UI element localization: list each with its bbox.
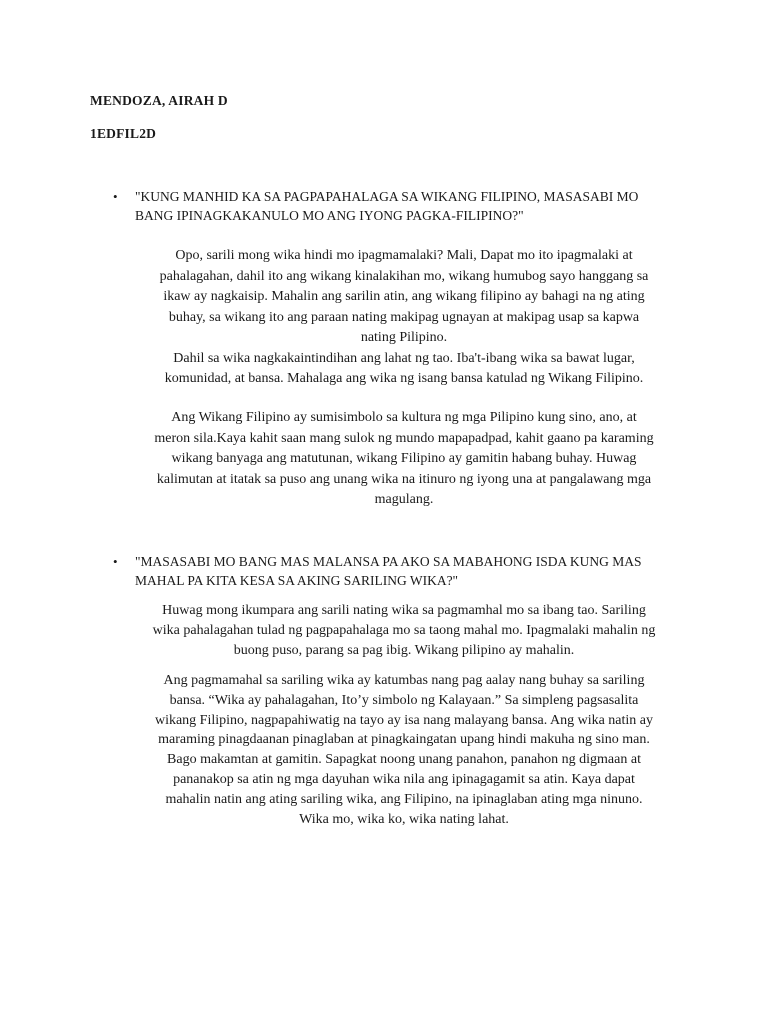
paragraph-line: ikaw ay nagkaisip. Mahalin ang sarilin atin, ang wikang filipino ay bahagi na ng ating [163, 289, 645, 304]
paragraph-line: Ang pagmamahal sa sariling wika ay katumbas nang pag aalay nang buhay sa sariling [163, 673, 645, 688]
paragraph-line: Wika mo, wika ko, wika nating lahat. [299, 811, 509, 827]
paragraph-line: pananakop sa atin ng mga dayuhan wika nila ang ipinagagamit sa atin. Kaya dapat [173, 771, 635, 787]
paragraph-line: Opo, sarili mong wika hindi mo ipagmamalaki? Mali, Dapat mo ito ipagmalaki at [175, 248, 633, 263]
paragraph-line: komunidad, at bansa. Mahalaga ang wika ng isang bansa katulad ng Wikang Filipino. [164, 371, 644, 386]
paragraph-line: meron sila.Kaya kahit saan mang sulok ng mundo mapapadpad, kahit gaano pa karaming [154, 430, 654, 446]
paragraph-line: pahalagahan, dahil ito ang wikang kinalakihan mo, wikang humubog sayo hanggang sa [159, 268, 649, 284]
answer-paragraph [130, 408, 678, 511]
answer-paragraph [130, 601, 678, 661]
paragraph-line: Bago makamtan at gamitin. Sapagkat noong unang panahon, panahon ng digmaan at [167, 752, 641, 768]
question-heading [135, 187, 695, 225]
paragraph-line: kalimutan at itatak sa puso ang unang wika na itinuro ng iyong una at pangalawang mga [156, 471, 652, 487]
bullet-point: • [113, 554, 118, 569]
answer-paragraph [130, 246, 678, 390]
paragraph-line: maraming pinagdaanan pinaglaban at pinagkaingatan upang hindi makuha ng sino man. [158, 732, 650, 748]
paragraph-line: mahalin natin ang ating sariling wika, ang Filipino, na ipinaglaban ating mga ninuno. [165, 791, 643, 807]
paragraph-line: buong puso, parang sa pag ibig. Wikang pilipino ay mahalin. [233, 643, 575, 658]
question-line: "KUNG MANHID KA SA PAGPAPAHALAGA SA WIKANG FILIPINO, MASASABI MO [135, 189, 639, 204]
course-section: 1EDFIL2D [90, 126, 157, 141]
author-name: MENDOZA, AIRAH D [90, 93, 228, 108]
paragraph-line: Dahil sa wika nagkakaintindihan ang lahat ng tao. Iba't-ibang wika sa bawat lugar, [173, 350, 635, 366]
question-heading [135, 552, 695, 590]
paragraph-line: magulang. [374, 492, 434, 507]
paragraph-line: wikang Filipino, nagpapahiwatig na tayo ay isa nang malayang bansa. Ang wika natin ay [154, 712, 654, 728]
question-line: "MASASABI MO BANG MAS MALANSA PA AKO SA MABAHONG ISDA KUNG MAS [135, 554, 642, 569]
answer-paragraph [130, 671, 678, 829]
paragraph-line: bansa. “Wika ay pahalagahan, Ito’y simbolo ng Kalayaan.” Sa simpleng pagsasalita [169, 692, 639, 708]
paragraph-line: Ang Wikang Filipino ay sumisimbolo sa kultura ng mga Pilipino kung sino, ano, at [171, 410, 637, 425]
paragraph-line: Huwag mong ikumpara ang sarili nating wika sa pagmamhal mo sa ibang tao. Sariling [162, 603, 646, 618]
bullet-point: • [113, 189, 118, 204]
paragraph-line: wika pahalagahan tulad ng pagpapahalaga mo sa taong mahal mo. Ipagmalaki mahalin ng [152, 623, 656, 638]
paragraph-line: wikang banyaga ang matutunan, wikang Filipino ay gamitin habang buhay. Huwag [171, 451, 637, 466]
question-line: BANG IPINAGKAKANULO MO ANG IYONG PAGKA-FILIPINO?" [135, 208, 524, 223]
paragraph-line: buhay, sa wikang ito ang paraan nating makipag ugnayan at makipag usap sa kapwa [168, 309, 640, 325]
paragraph-line: nating Pilipino. [360, 330, 448, 345]
question-line: MAHAL PA KITA KESA SA AKING SARILING WIKA?" [135, 573, 459, 588]
